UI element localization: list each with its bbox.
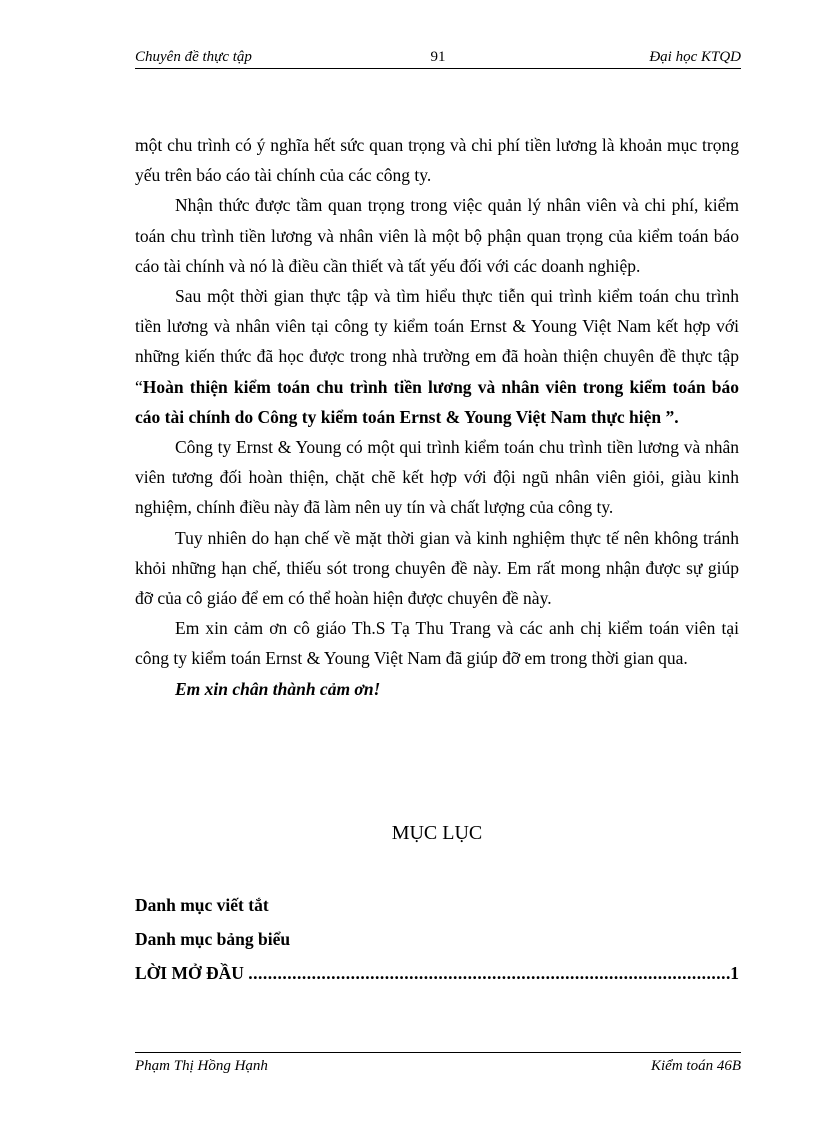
toc-item-label: Danh mục viết tắt — [135, 895, 269, 915]
closing-thanks: Em xin chân thành cảm ơn! — [175, 678, 381, 699]
paragraph-2: Nhận thức được tầm quan trọng trong việc quản lý nhân viên và chi phí, kiểm toán chu trình tiền lương và nhân viên là một bộ phận quan trọng của kiểm toán báo cáo tài chính và nó là điều cần thiết và tất yếu đối với các doanh nghiệp. — [135, 195, 739, 276]
toc-dot-leader — [248, 956, 730, 990]
body-text — [135, 130, 739, 704]
page-header — [135, 48, 741, 69]
paragraph-5: Tuy nhiên do hạn chế về mặt thời gian và kinh nghiệm thực tế nên không tránh khỏi những hạn chế, thiếu sót trong chuyên đề này. Em rất mong nhận được sự giúp đỡ của cô giáo để em có thể hoàn hiện được chuyên đề này. — [135, 527, 739, 609]
paragraph-6: Em xin cảm ơn cô giáo Th.S Tạ Thu Trang và các anh chị kiểm toán viên tại công ty kiểm toán Ernst & Young Việt Nam đã giúp đỡ em trong thời gian qua. — [135, 618, 739, 669]
paragraph-3-text: Sau một thời gian thực tập và tìm hiểu thực tiễn qui trình kiểm toán chu trình tiền lương và nhân viên tại công ty kiểm toán Ernst & Young Việt Nam kết hợp với những kiến thức đã học được trong nhà trường em đã hoàn thiện chuyên đề thực tập “ — [135, 286, 739, 397]
header-university: Đại học KTQD — [649, 49, 741, 65]
footer-author: Phạm Thị Hồng Hạnh — [135, 1058, 268, 1074]
header-document-type: Chuyên đề thực tập — [135, 49, 252, 65]
table-of-contents — [135, 888, 739, 990]
toc-item-tables[interactable] — [135, 922, 739, 956]
paragraph-4: Công ty Ernst & Young có một qui trình kiểm toán chu trình tiền lương và nhân viên tương đối hoàn thiện, chặt chẽ kết hợp với đội ngũ nhân viên giỏi, giàu kinh nghiệm, chính điều này đã làm nên uy tín và chất lượng của công ty. — [135, 437, 739, 518]
paragraph-3 — [135, 281, 739, 432]
page-footer — [135, 1052, 741, 1074]
footer-class: Kiểm toán 46B — [651, 1058, 741, 1074]
toc-item-introduction[interactable] — [135, 956, 739, 990]
paragraph-1: một chu trình có ý nghĩa hết sức quan trọng và chi phí tiền lương là khoản mục trọng yếu trên báo cáo tài chính của các công ty. — [135, 135, 739, 186]
toc-item-label: Danh mục bảng biểu — [135, 929, 291, 949]
page-number: 91 — [430, 49, 446, 65]
toc-item-page: 1 — [730, 963, 739, 983]
toc-item-abbreviations[interactable] — [135, 888, 739, 922]
toc-item-label: LỜI MỞ ĐẦU — [135, 963, 244, 983]
toc-title: MỤC LỤC — [391, 822, 483, 844]
report-title: Hoàn thiện kiểm toán chu trình tiền lương và nhân viên trong kiểm toán báo cáo tài chính do Công ty kiểm toán Ernst & Young Việt Nam thực hiện ”. — [135, 376, 739, 427]
